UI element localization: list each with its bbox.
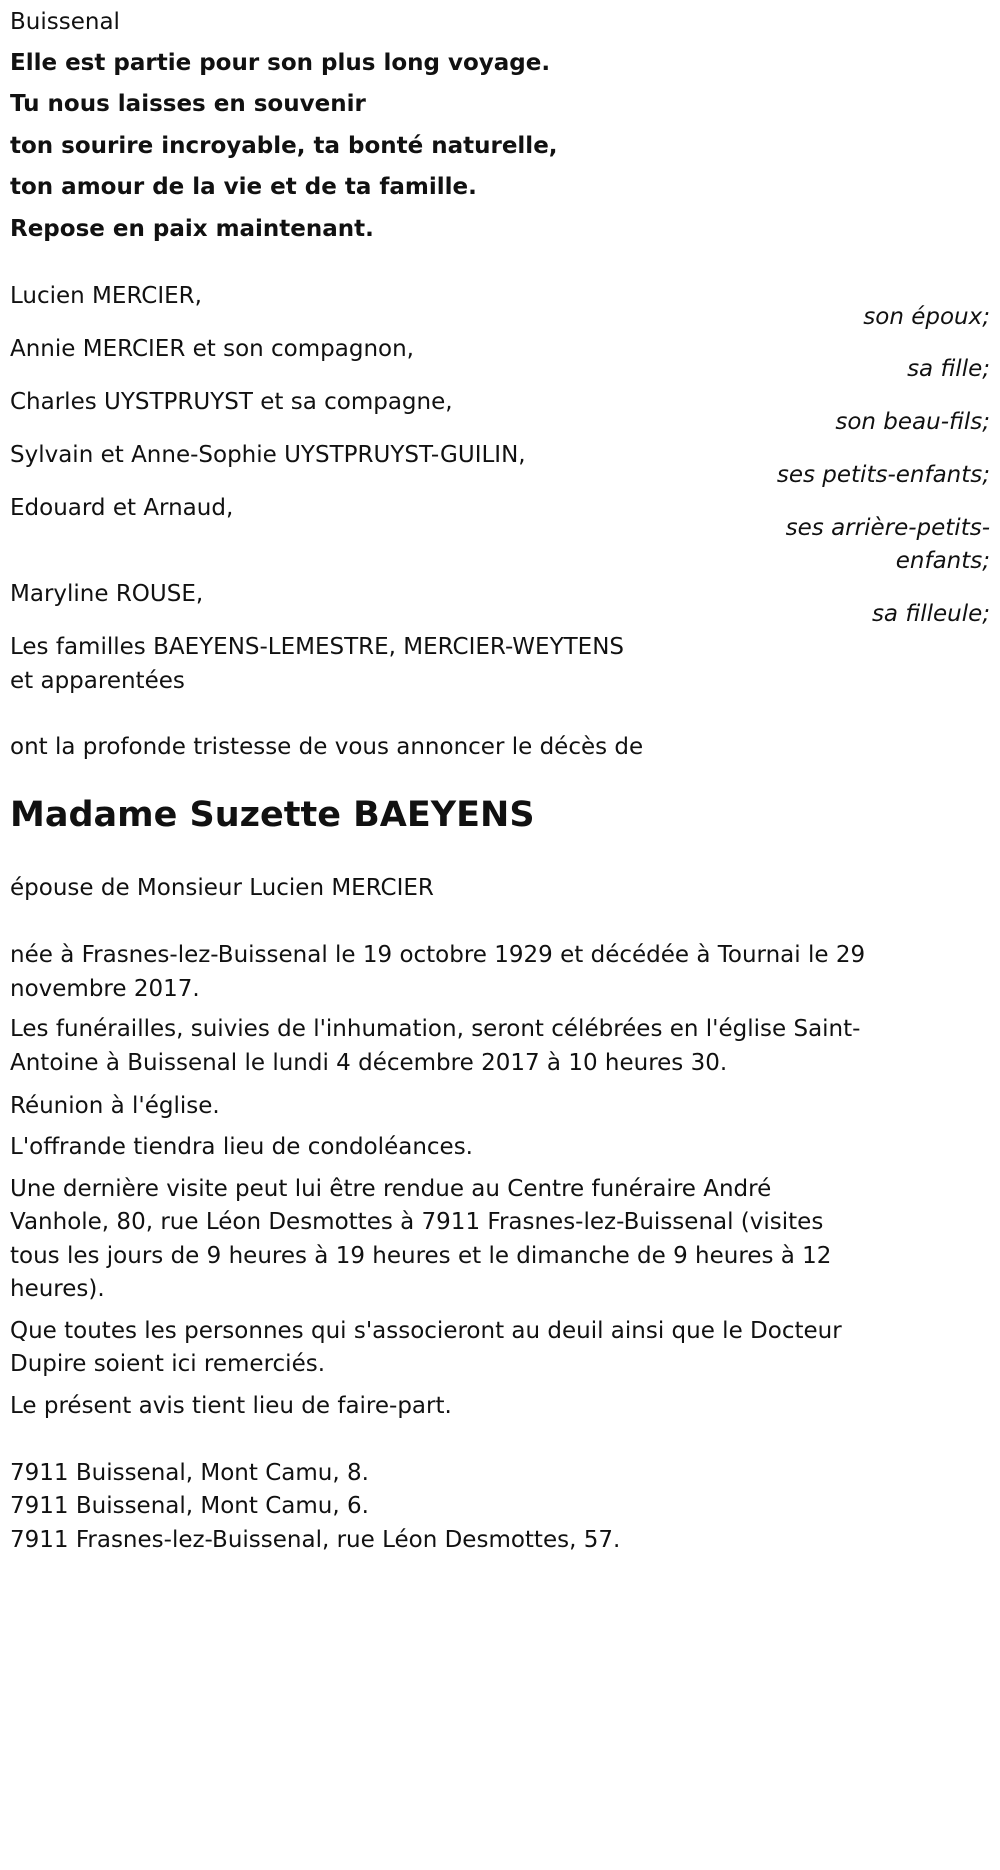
family-relation: ses petits-enfants; xyxy=(776,462,990,488)
family-name: Maryline ROUSE, xyxy=(10,581,204,607)
address-line: 7911 Buissenal, Mont Camu, 8. xyxy=(10,1460,369,1486)
families-line: Les familles BAEYENS-LEMESTRE, MERCIER-WEYTENS xyxy=(10,634,625,660)
paragraph-line: née à Frasnes-lez-Buissenal le 19 octobre 1929 et décédée à Tournai le 29 xyxy=(10,942,866,968)
paragraph-line: tous les jours de 9 heures à 19 heures et le dimanche de 9 heures à 12 xyxy=(10,1243,832,1269)
poem-line: Tu nous laisses en souvenir xyxy=(10,91,366,117)
address-line: 7911 Frasnes-lez-Buissenal, rue Léon Desmottes, 57. xyxy=(10,1527,621,1553)
family-name: Edouard et Arnaud, xyxy=(10,495,234,521)
family-relation: enfants; xyxy=(895,548,990,574)
family-relation: ses arrière-petits- xyxy=(785,515,990,541)
announcement: ont la profonde tristesse de vous annoncer le décès de xyxy=(10,734,644,760)
paragraph-line: Une dernière visite peut lui être rendue au Centre funéraire André xyxy=(10,1176,772,1202)
paragraph-line: L'offrande tiendra lieu de condoléances. xyxy=(10,1134,473,1160)
poem-line: Repose en paix maintenant. xyxy=(10,216,374,242)
poem-line: ton sourire incroyable, ta bonté naturelle, xyxy=(10,133,558,159)
paragraph-line: Antoine à Buissenal le lundi 4 décembre 2017 à 10 heures 30. xyxy=(10,1050,728,1076)
paragraph-line: Le présent avis tient lieu de faire-part. xyxy=(10,1393,452,1419)
address-line: 7911 Buissenal, Mont Camu, 6. xyxy=(10,1493,369,1519)
family-name: Annie MERCIER et son compagnon, xyxy=(10,336,414,362)
paragraph-line: Dupire soient ici remerciés. xyxy=(10,1351,326,1377)
paragraph-line: heures). xyxy=(10,1276,105,1302)
paragraph-line: Vanhole, 80, rue Léon Desmottes à 7911 Frasnes-lez-Buissenal (visites xyxy=(10,1209,824,1235)
paragraph-line: Réunion à l'église. xyxy=(10,1093,220,1119)
family-relation: sa filleule; xyxy=(871,601,990,627)
family-name: Charles UYSTPRUYST et sa compagne, xyxy=(10,389,453,415)
paragraph-line: Les funérailles, suivies de l'inhumation, seront célébrées en l'église Saint- xyxy=(10,1016,861,1042)
paragraph-line: novembre 2017. xyxy=(10,976,200,1002)
family-relation: son époux; xyxy=(863,304,990,330)
family-name: Lucien MERCIER, xyxy=(10,283,202,309)
deceased-name: Madame Suzette BAEYENS xyxy=(10,795,535,835)
family-relation: son beau-fils; xyxy=(835,409,990,435)
spouse-line: épouse de Monsieur Lucien MERCIER xyxy=(10,875,434,901)
poem-line: ton amour de la vie et de ta famille. xyxy=(10,174,477,200)
family-name: Sylvain et Anne-Sophie UYSTPRUYST-GUILIN, xyxy=(10,442,526,468)
families-line: et apparentées xyxy=(10,668,185,694)
poem-line: Elle est partie pour son plus long voyage. xyxy=(10,50,551,76)
paragraph-line: Que toutes les personnes qui s'associeront au deuil ainsi que le Docteur xyxy=(10,1318,842,1344)
family-relation: sa fille; xyxy=(907,356,990,382)
location: Buissenal xyxy=(10,9,120,35)
